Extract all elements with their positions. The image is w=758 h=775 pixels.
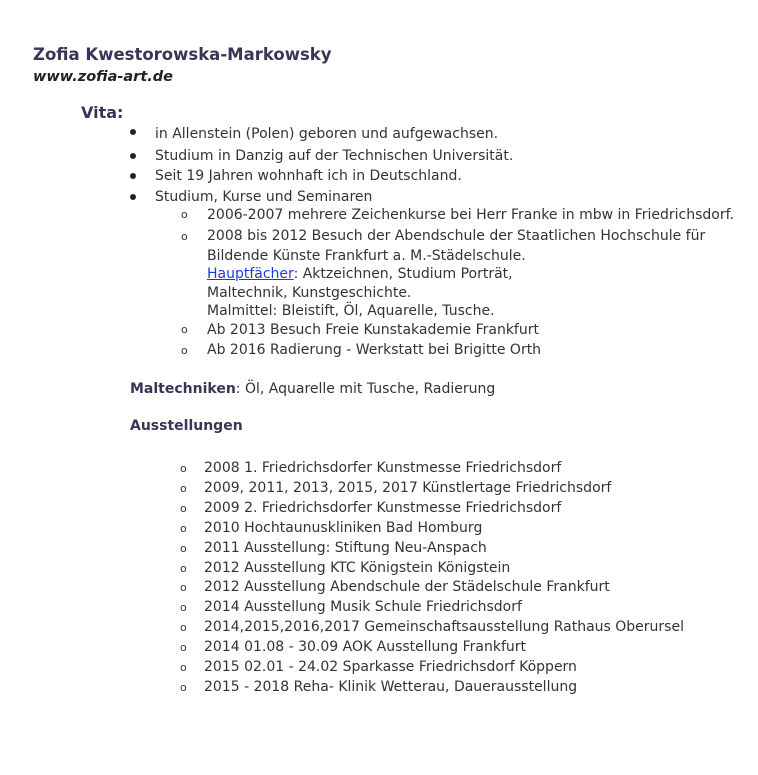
maltechniken-text: : Öl, Aquarelle mit Tusche, Radierung bbox=[235, 381, 496, 397]
circle-bullet-icon: o bbox=[181, 344, 188, 357]
circle-bullet-icon: o bbox=[180, 661, 187, 674]
circle-bullet-icon: o bbox=[180, 641, 187, 654]
maltechniken-label: Maltechniken bbox=[130, 381, 236, 397]
exhibition-item: 2012 Ausstellung KTC Königstein Königstein bbox=[204, 560, 511, 576]
vita-sub-item: Ab 2016 Radierung - Werkstatt bei Brigitte Orth bbox=[207, 342, 542, 358]
exhibition-item: 2012 Ausstellung Abendschule der Städelschule Frankfurt bbox=[204, 579, 610, 595]
circle-bullet-icon: o bbox=[180, 562, 187, 575]
bullet-icon bbox=[130, 129, 136, 135]
circle-bullet-icon: o bbox=[180, 502, 187, 515]
circle-bullet-icon: o bbox=[181, 230, 188, 243]
vita-item: Seit 19 Jahren wohnhaft ich in Deutschland. bbox=[155, 168, 462, 184]
circle-bullet-icon: o bbox=[180, 542, 187, 555]
vita-sub-item: Ab 2013 Besuch Freie Kunstakademie Frankfurt bbox=[207, 322, 539, 338]
exhibition-item: 2008 1. Friedrichsdorfer Kunstmesse Friedrichsdorf bbox=[204, 460, 562, 476]
circle-bullet-icon: o bbox=[180, 462, 187, 475]
exhibition-item: 2014 Ausstellung Musik Schule Friedrichsdorf bbox=[204, 599, 522, 615]
bullet-icon bbox=[130, 153, 136, 159]
vita-sub-item: 2008 bis 2012 Besuch der Abendschule der Staatlichen Hochschule für bbox=[207, 228, 706, 244]
bullet-icon bbox=[130, 173, 136, 179]
website-url: www.zofia-art.de bbox=[33, 69, 173, 85]
circle-bullet-icon: o bbox=[180, 581, 187, 594]
exhibition-item: 2009, 2011, 2013, 2015, 2017 Künstlertage Friedrichsdorf bbox=[204, 480, 612, 496]
vita-sub-item: 2006-2007 mehrere Zeichenkurse bei Herr Franke in mbw in Friedrichsdorf. bbox=[207, 207, 734, 223]
bullet-icon bbox=[130, 194, 136, 200]
vita-item: Studium in Danzig auf der Technischen Universität. bbox=[155, 148, 514, 164]
malmittel-line: Malmittel: Bleistift, Öl, Aquarelle, Tusche. bbox=[207, 303, 495, 319]
exhibition-item: 2014 01.08 - 30.09 AOK Ausstellung Frankfurt bbox=[204, 639, 527, 655]
vita-item: Studium, Kurse und Seminaren bbox=[155, 189, 373, 205]
artist-name: Zofia Kwestorowska-Markowsky bbox=[33, 45, 332, 64]
circle-bullet-icon: o bbox=[180, 681, 187, 694]
exhibition-item: 2010 Hochtaunuskliniken Bad Homburg bbox=[204, 520, 483, 536]
hauptfaecher-text: : Aktzeichnen, Studium Porträt, bbox=[293, 266, 513, 282]
circle-bullet-icon: o bbox=[180, 601, 187, 614]
exhibition-item: 2011 Ausstellung: Stiftung Neu-Anspach bbox=[204, 540, 487, 556]
exhibition-item: 2015 - 2018 Reha- Klinik Wetterau, Dauerausstellung bbox=[204, 679, 578, 695]
circle-bullet-icon: o bbox=[181, 208, 188, 221]
circle-bullet-icon: o bbox=[180, 482, 187, 495]
vita-item: in Allenstein (Polen) geboren und aufgewachsen. bbox=[155, 126, 499, 142]
vita-sub-item-continued: Bildende Künste Frankfurt a. M.-Städelschule. bbox=[207, 248, 526, 264]
circle-bullet-icon: o bbox=[180, 621, 187, 634]
exhibition-item: 2015 02.01 - 24.02 Sparkasse Friedrichsdorf Köppern bbox=[204, 659, 577, 675]
hauptfaecher-line bbox=[207, 265, 513, 283]
circle-bullet-icon: o bbox=[180, 522, 187, 535]
exhibition-item: 2009 2. Friedrichsdorfer Kunstmesse Friedrichsdorf bbox=[204, 500, 562, 516]
ausstellungen-heading: Ausstellungen bbox=[130, 418, 243, 434]
maltechniken-line bbox=[130, 380, 495, 398]
hauptfaecher-link[interactable]: Hauptfächer bbox=[207, 266, 294, 282]
vita-heading: Vita: bbox=[81, 103, 124, 122]
circle-bullet-icon: o bbox=[181, 323, 188, 336]
vita-sub-item-continued: Maltechnik, Kunstgeschichte. bbox=[207, 285, 412, 301]
exhibition-item: 2014,2015,2016,2017 Gemeinschaftsausstellung Rathaus Oberursel bbox=[204, 619, 684, 635]
